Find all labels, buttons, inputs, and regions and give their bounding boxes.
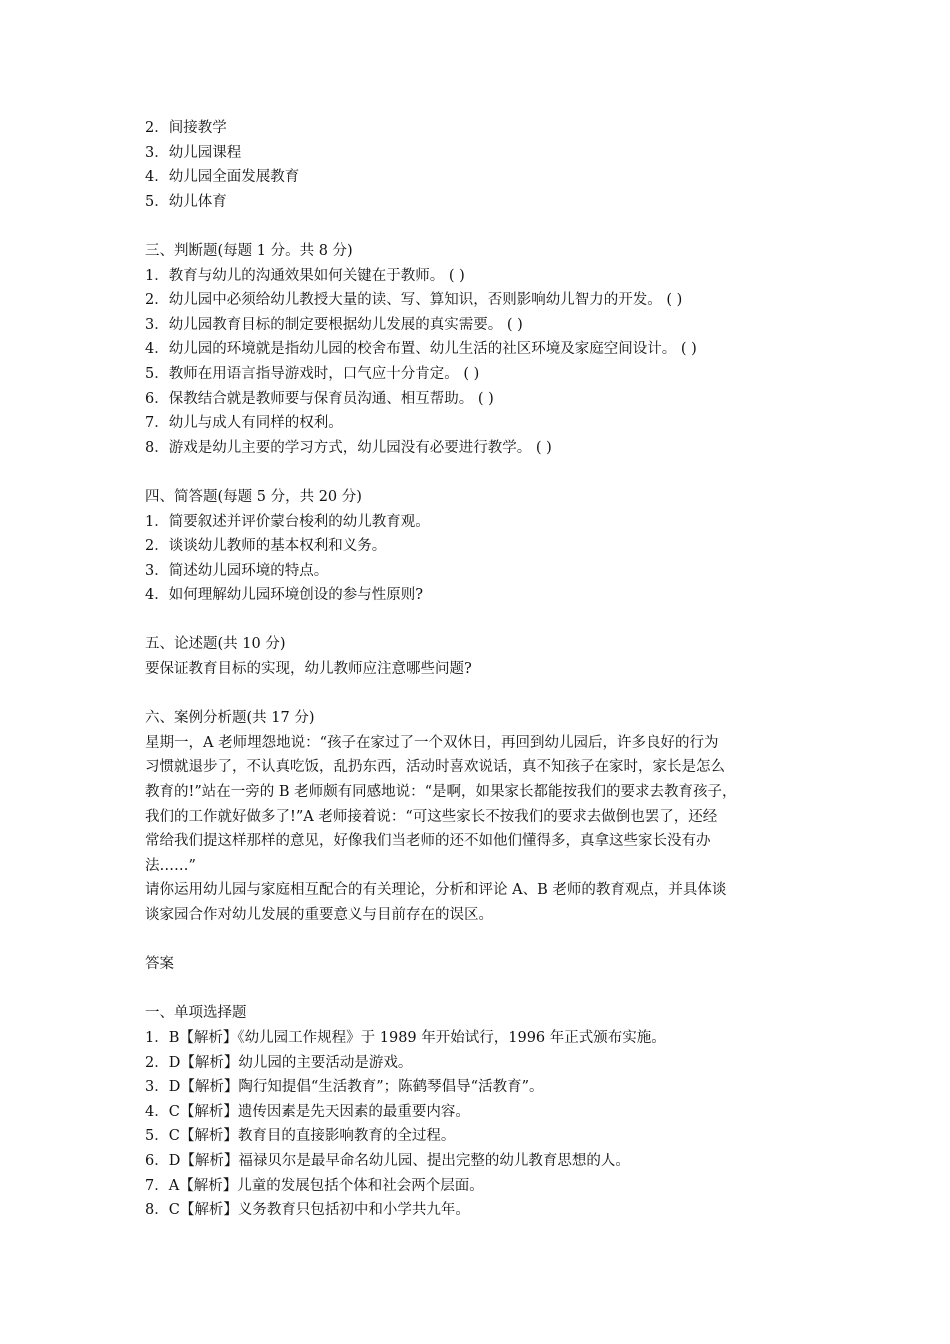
- list-item: 2．间接教学: [145, 120, 227, 136]
- answer-item: 1．B【解析】《幼儿园工作规程》于 1989 年开始试行，1996 年正式颁布实施。: [145, 1029, 666, 1046]
- list-item: 3．简述幼儿园环境的特点。: [145, 562, 329, 579]
- list-item: 1．教育与幼儿的沟通效果如何关键在于教师。 ( ): [145, 267, 465, 284]
- case-text-line: 我们的工作就好做多了!”A 老师接着说：“可这些家长不按我们的要求去做倒也罢了，还经: [145, 808, 718, 825]
- answer-item: 5．C【解析】教育目的直接影响教育的全过程。: [145, 1128, 456, 1145]
- list-item: 4．幼儿园的环境就是指幼儿园的校舍布置、幼儿生活的社区环境及家庭空间设计。 ( ): [145, 341, 697, 358]
- case-text-line: 法……”: [145, 857, 196, 874]
- answers-section: [145, 952, 810, 1223]
- answer-item: 3．D【解析】陶行知提倡“生活教育”；陈鹤琴倡导“活教育”。: [145, 1079, 544, 1096]
- list-item: 5．教师在用语言指导游戏时，口气应十分肯定。 ( ): [145, 365, 480, 382]
- document-page: [145, 116, 810, 1223]
- case-question-line: 请你运用幼儿园与家庭相互配合的有关理论，分析和评论 A、B 老师的教育观点，并具体谈: [145, 882, 727, 899]
- section-title: 一、单项选择题: [145, 1005, 247, 1022]
- case-text-line: 星期一，A 老师埋怨地说：“孩子在家过了一个双休日，再回到幼儿园后，许多良好的行为: [145, 734, 719, 751]
- answer-item: 2．D【解析】幼儿园的主要活动是游戏。: [145, 1054, 413, 1071]
- section-title: 六、案例分析题(共 17 分): [145, 710, 315, 727]
- list-item: 8．游戏是幼儿主要的学习方式，幼儿园没有必要进行教学。 ( ): [145, 439, 552, 456]
- section-title: 五、论述题(共 10 分): [145, 636, 286, 653]
- list-item: 2．谈谈幼儿教师的基本权利和义务。: [145, 538, 387, 555]
- case-text-line: 习惯就退步了，不认真吃饭，乱扔东西，活动时喜欢说话，真不知孩子在家时，家长是怎么: [145, 759, 725, 776]
- list-item: 4．如何理解幼儿园环境创设的参与性原则?: [145, 587, 423, 604]
- answers-heading: 答案: [145, 956, 174, 973]
- answer-item: 8．C【解析】义务教育只包括初中和小学共九年。: [145, 1202, 470, 1219]
- case-text-line: 常给我们提这样那样的意见，好像我们当老师的还不如他们懂得多，真拿这些家长没有办: [145, 833, 711, 850]
- section-essay: [145, 632, 810, 681]
- list-item: 7．幼儿与成人有同样的权利。: [145, 415, 343, 432]
- list-item: 4．幼儿园全面发展教育: [145, 169, 300, 186]
- answer-item: 7．A【解析】儿童的发展包括个体和社会两个层面。: [145, 1177, 484, 1194]
- section-true-false: [145, 239, 810, 460]
- list-item: 2．幼儿园中必须给幼儿教授大量的读、写、算知识，否则影响幼儿智力的开发。 ( ): [145, 292, 683, 309]
- section-title: 三、判断题(每题 1 分。共 8 分): [145, 242, 353, 259]
- list-item: 3．幼儿园课程: [145, 144, 242, 161]
- list-item: 1．简要叙述并评价蒙台梭利的幼儿教育观。: [145, 513, 430, 530]
- essay-question: 要保证教育目标的实现，幼儿教师应注意哪些问题?: [145, 661, 472, 678]
- section-short-answer: [145, 485, 810, 608]
- section-title: 四、简答题(每题 5 分，共 20 分): [145, 488, 362, 505]
- section-case-analysis: [145, 706, 810, 927]
- answer-item: 6．D【解析】福禄贝尔是最早命名幼儿园、提出完整的幼儿教育思想的人。: [145, 1152, 630, 1169]
- list-item: 6．保教结合就是教师要与保育员沟通、相互帮助。 ( ): [145, 390, 494, 407]
- terms-list: [145, 116, 810, 214]
- case-text-line: 教育的!”站在一旁的 B 老师颇有同感地说：“是啊，如果家长都能按我们的要求去教育孩子，: [145, 784, 737, 801]
- list-item: 5．幼儿体育: [145, 193, 227, 210]
- list-item: 3．幼儿园教育目标的制定要根据幼儿发展的真实需要。 ( ): [145, 316, 523, 333]
- answer-item: 4．C【解析】遗传因素是先天因素的最重要内容。: [145, 1103, 470, 1120]
- case-question-line: 谈家园合作对幼儿发展的重要意义与目前存在的误区。: [145, 907, 493, 923]
